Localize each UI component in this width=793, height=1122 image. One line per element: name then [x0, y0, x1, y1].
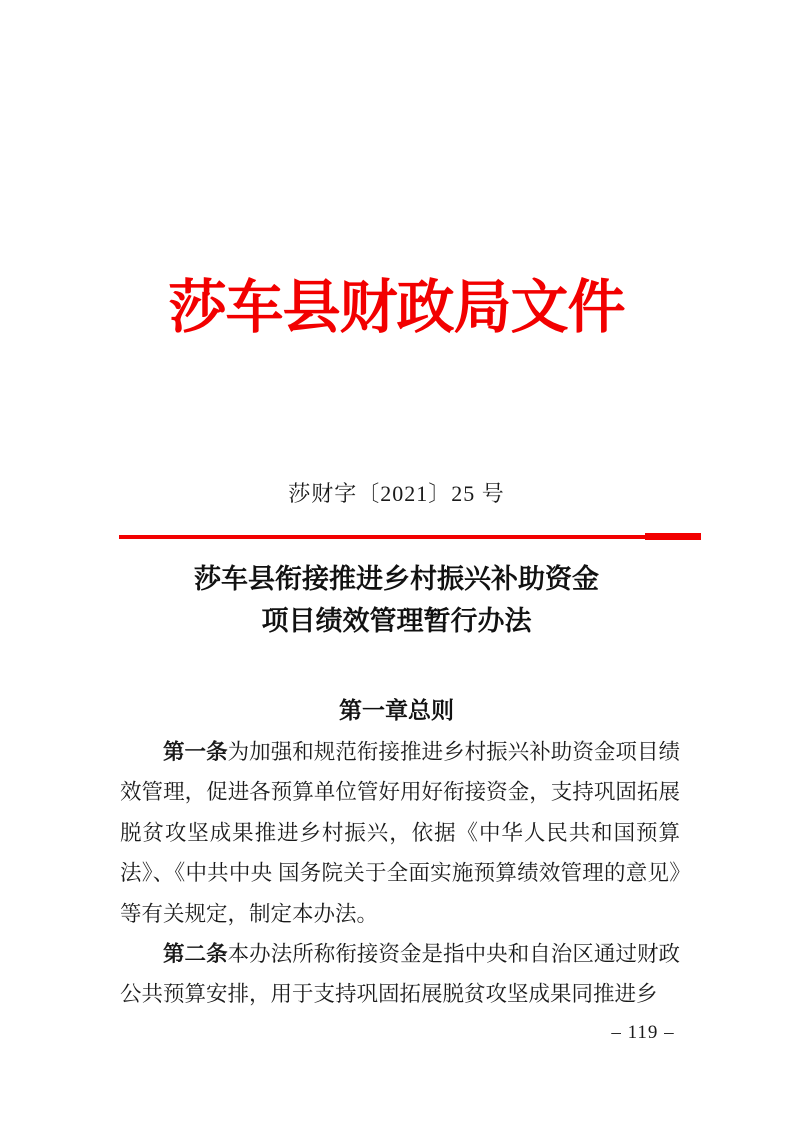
body-paragraph: [120, 934, 680, 1015]
body-paragraph: [120, 732, 680, 934]
clause-text: 为加强和规范衔接推进乡村振兴补助资金项目绩效管理，促进各预算单位管好用好衔接资金，支持巩固拓展脱贫攻坚成果推进乡村振兴，依据《中华人民共和国预算法》、《中共中央 国务院关于全面实施预算绩效管理的意见》等有关规定，制定本办法。: [120, 740, 680, 926]
body-text: [120, 732, 680, 1015]
page-number: – 119 –: [611, 1022, 675, 1043]
clause-text: 本办法所称衔接资金是指中央和自治区通过财政公共预算安排，用于支持巩固拓展脱贫攻坚成果同推进乡: [120, 942, 680, 1007]
red-separator-line: [119, 535, 649, 539]
doc-number: 莎财字〔2021〕25 号: [288, 481, 505, 506]
chapter-heading: 第一章总则: [339, 697, 454, 723]
doc-title: [116, 558, 677, 642]
clause-number: 第一条: [163, 740, 228, 764]
clause-number: 第二条: [163, 942, 228, 967]
doc-title-line1: 莎车县衔接推进乡村振兴补助资金: [194, 564, 599, 594]
doc-title-line2: 项目绩效管理暂行办法: [261, 606, 532, 636]
red-separator-line-end: [645, 533, 701, 540]
agency-title: 莎车县财政局文件: [168, 275, 625, 340]
